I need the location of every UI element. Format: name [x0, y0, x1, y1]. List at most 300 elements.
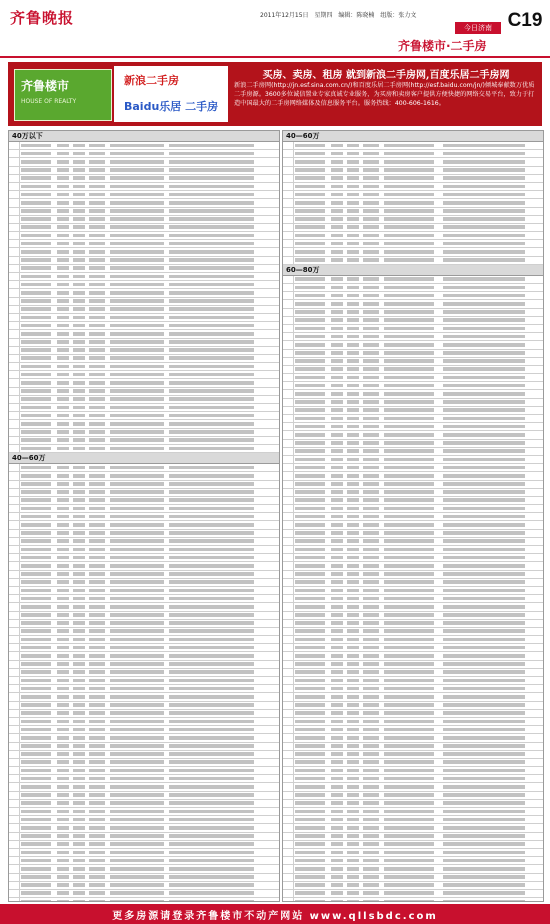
listing-cell — [89, 736, 105, 740]
listing-cell — [347, 359, 359, 363]
listing-cell — [73, 867, 85, 871]
listing-cell — [331, 351, 343, 355]
listing-cell — [57, 777, 69, 781]
listing-cell — [331, 859, 343, 863]
listing-cell — [169, 744, 254, 748]
listing-cell — [89, 490, 105, 494]
listing-cell — [347, 589, 359, 593]
listing-cell — [331, 343, 343, 347]
listing-cell — [169, 365, 254, 369]
listing-cell — [169, 711, 254, 715]
listing-cell — [295, 351, 325, 355]
listing-cell — [110, 324, 164, 328]
listing-cell — [57, 736, 69, 740]
listing-cell — [443, 234, 525, 238]
listing-cell — [21, 834, 51, 838]
listing-cell — [443, 392, 525, 396]
listing-cell — [110, 447, 164, 451]
listing-cell — [295, 867, 325, 871]
listing-cell — [169, 891, 254, 895]
listing-cell — [443, 777, 525, 781]
listing-row — [9, 865, 279, 873]
listing-cell — [110, 225, 164, 229]
listing-cell — [21, 801, 51, 805]
listing-cell — [57, 564, 69, 568]
listing-cell — [21, 769, 51, 773]
listing-cell — [169, 258, 254, 262]
listing-row — [9, 232, 279, 240]
listing-cell — [73, 785, 85, 789]
listing-cell — [110, 201, 164, 205]
listing-row — [283, 808, 543, 816]
listing-cell — [347, 834, 359, 838]
listing-cell — [110, 275, 164, 279]
listing-cell — [363, 318, 379, 322]
listing-cell — [331, 335, 343, 339]
listing-column-right — [282, 130, 544, 902]
listing-cell — [384, 515, 434, 519]
listing-cell — [169, 785, 254, 789]
listing-cell — [295, 515, 325, 519]
listing-cell — [347, 556, 359, 560]
listing-cell — [89, 564, 105, 568]
listing-cell — [110, 769, 164, 773]
listing-cell — [363, 449, 379, 453]
listing-cell — [295, 752, 325, 756]
listing-cell — [363, 646, 379, 650]
listing-cell — [384, 168, 434, 172]
listing-cell — [73, 348, 85, 352]
listing-row — [9, 824, 279, 832]
listing-cell — [73, 760, 85, 764]
listing-cell — [89, 752, 105, 756]
listing-cell — [347, 515, 359, 519]
listing-cell — [384, 302, 434, 306]
listing-cell — [331, 302, 343, 306]
listing-cell — [347, 662, 359, 666]
listing-row — [283, 374, 543, 382]
listing-cell — [331, 736, 343, 740]
city-tag: 今日济南 — [455, 22, 501, 34]
listing-cell — [110, 307, 164, 311]
listing-cell — [110, 744, 164, 748]
listing-cell — [73, 711, 85, 715]
listing-row — [9, 314, 279, 322]
listing-row — [9, 693, 279, 701]
listing-cell — [169, 490, 254, 494]
listing-row — [9, 530, 279, 538]
listing-cell — [347, 441, 359, 445]
listing-cell — [169, 720, 254, 724]
listing-row — [283, 743, 543, 751]
listing-cell — [347, 580, 359, 584]
listing-cell — [89, 859, 105, 863]
listing-cell — [331, 834, 343, 838]
listing-cell — [169, 291, 254, 295]
listing-cell — [110, 826, 164, 830]
listing-cell — [21, 193, 51, 197]
listing-row — [9, 371, 279, 379]
listing-cell — [110, 168, 164, 172]
listing-cell — [110, 662, 164, 666]
listing-cell — [347, 144, 359, 148]
listing-cell — [295, 900, 325, 902]
listing-cell — [110, 185, 164, 189]
listing-cell — [57, 406, 69, 410]
listing-cell — [363, 277, 379, 281]
listing-cell — [384, 367, 434, 371]
listing-row — [9, 330, 279, 338]
listing-cell — [89, 234, 105, 238]
listing-cell — [110, 720, 164, 724]
listing-cell — [89, 654, 105, 658]
listing-cell — [363, 679, 379, 683]
listing-cell — [384, 392, 434, 396]
listing-cell — [89, 365, 105, 369]
listing-row — [283, 644, 543, 652]
listing-row — [283, 407, 543, 415]
listing-cell — [73, 589, 85, 593]
listing-cell — [443, 384, 525, 388]
listing-cell — [110, 679, 164, 683]
listing-row — [9, 743, 279, 751]
listing-cell — [110, 422, 164, 426]
listing-cell — [110, 572, 164, 576]
listing-cell — [89, 613, 105, 617]
listing-row — [283, 833, 543, 841]
listing-cell — [57, 597, 69, 601]
listing-row — [9, 734, 279, 742]
listing-row — [9, 775, 279, 783]
listing-cell — [21, 225, 51, 229]
listing-cell — [89, 851, 105, 855]
listing-cell — [363, 589, 379, 593]
listing-row — [9, 816, 279, 824]
listing-cell — [295, 474, 325, 478]
listing-cell — [89, 185, 105, 189]
listing-cell — [89, 438, 105, 442]
listing-cell — [73, 365, 85, 369]
listing-cell — [363, 176, 379, 180]
listing-cell — [331, 720, 343, 724]
listing-cell — [347, 605, 359, 609]
listing-cell — [73, 250, 85, 254]
listing-cell — [331, 327, 343, 331]
listing-cell — [73, 515, 85, 519]
listing-cell — [295, 302, 325, 306]
listing-cell — [443, 400, 525, 404]
listing-cell — [89, 160, 105, 164]
listing-cell — [89, 580, 105, 584]
listing-cell — [363, 286, 379, 290]
listing-cell — [57, 621, 69, 625]
listing-row — [283, 341, 543, 349]
listing-cell — [21, 482, 51, 486]
listing-cell — [347, 400, 359, 404]
listing-cell — [331, 580, 343, 584]
listing-cell — [295, 242, 325, 246]
listing-cell — [363, 564, 379, 568]
listing-cell — [73, 422, 85, 426]
listing-cell — [21, 785, 51, 789]
listing-cell — [363, 168, 379, 172]
listing-cell — [331, 531, 343, 535]
listing-cell — [384, 711, 434, 715]
listing-cell — [110, 160, 164, 164]
listing-cell — [169, 900, 254, 902]
listing-cell — [384, 351, 434, 355]
listing-cell — [384, 859, 434, 863]
listing-cell — [363, 327, 379, 331]
listing-cell — [169, 654, 254, 658]
listing-cell — [331, 769, 343, 773]
listing-cell — [443, 654, 525, 658]
listing-cell — [295, 160, 325, 164]
listing-cell — [295, 679, 325, 683]
listing-cell — [110, 507, 164, 511]
listing-cell — [384, 638, 434, 642]
listing-cell — [384, 900, 434, 902]
listing-cell — [384, 654, 434, 658]
listing-cell — [363, 556, 379, 560]
listing-cell — [89, 466, 105, 470]
listing-row — [283, 751, 543, 759]
listing-cell — [169, 531, 254, 535]
listing-cell — [73, 316, 85, 320]
listing-cell — [21, 152, 51, 156]
listing-cell — [347, 201, 359, 205]
listing-cell — [295, 343, 325, 347]
listing-cell — [89, 414, 105, 418]
listing-row — [9, 636, 279, 644]
listing-cell — [295, 842, 325, 846]
listing-cell — [57, 662, 69, 666]
listing-cell — [295, 793, 325, 797]
listing-cell — [110, 891, 164, 895]
listing-cell — [89, 176, 105, 180]
listing-cell — [21, 654, 51, 658]
listing-cell — [21, 316, 51, 320]
listing-cell — [384, 834, 434, 838]
listing-row — [283, 620, 543, 628]
listing-row — [9, 388, 279, 396]
listing-row — [283, 734, 543, 742]
listing-cell — [89, 430, 105, 434]
listing-cell — [363, 597, 379, 601]
listing-cell — [169, 597, 254, 601]
listing-row — [283, 399, 543, 407]
listing-cell — [443, 507, 525, 511]
qilu-loushi-logo — [14, 69, 112, 121]
listing-cell — [21, 414, 51, 418]
listing-cell — [347, 687, 359, 691]
banner-body: 新浪二手房网(http://jn.esf.sina.com.cn/)和百度乐居二手房网(http://esf.baidu.com/jn/)倾城奉献数万优质二手房源。3600多位诚信置业专家真诚专业服务，为买房和卖房客户提供方便快捷的网络交易平台，致力于打造中国最大的二手房网络媒体及信息服务平台。服务热线：400-606-1616。 — [234, 82, 535, 107]
listing-cell — [331, 449, 343, 453]
listing-cell — [347, 458, 359, 462]
listing-row — [9, 273, 279, 281]
listing-cell — [73, 826, 85, 830]
listing-cell — [110, 397, 164, 401]
listing-cell — [295, 720, 325, 724]
listing-cell — [169, 687, 254, 691]
listing-cell — [57, 801, 69, 805]
listing-cell — [21, 728, 51, 732]
listing-cell — [363, 867, 379, 871]
listing-cell — [73, 621, 85, 625]
listing-cell — [347, 498, 359, 502]
listing-row — [283, 513, 543, 521]
listing-cell — [21, 777, 51, 781]
listing-cell — [363, 695, 379, 699]
listing-cell — [347, 752, 359, 756]
listing-cell — [443, 351, 525, 355]
listing-cell — [331, 900, 343, 902]
listing-row — [283, 669, 543, 677]
listing-cell — [331, 539, 343, 543]
listing-cell — [331, 793, 343, 797]
listing-cell — [295, 654, 325, 658]
listing-cell — [347, 875, 359, 879]
listing-rows — [9, 142, 279, 453]
listing-cell — [443, 613, 525, 617]
listing-cell — [384, 736, 434, 740]
listing-cell — [347, 638, 359, 642]
listing-cell — [384, 695, 434, 699]
listing-cell — [57, 703, 69, 707]
listing-cell — [384, 217, 434, 221]
listing-cell — [443, 867, 525, 871]
listing-cell — [363, 185, 379, 189]
listing-cell — [443, 359, 525, 363]
listing-cell — [331, 654, 343, 658]
listing-row — [283, 232, 543, 240]
listing-row — [9, 339, 279, 347]
listing-cell — [169, 201, 254, 205]
listing-row — [283, 292, 543, 300]
listing-cell — [57, 365, 69, 369]
listing-cell — [443, 367, 525, 371]
listing-row — [9, 538, 279, 546]
listing-cell — [57, 687, 69, 691]
listing-row — [9, 669, 279, 677]
listing-row — [283, 248, 543, 256]
listing-cell — [89, 597, 105, 601]
listing-cell — [89, 728, 105, 732]
listing-cell — [295, 572, 325, 576]
listing-cell — [384, 242, 434, 246]
listing-cell — [110, 539, 164, 543]
listing-cell — [331, 638, 343, 642]
listing-cell — [443, 531, 525, 535]
listing-cell — [73, 556, 85, 560]
listing-row — [9, 505, 279, 513]
listing-cell — [363, 160, 379, 164]
listing-cell — [110, 474, 164, 478]
listing-cell — [89, 507, 105, 511]
listing-cell — [73, 144, 85, 148]
listing-cell — [21, 299, 51, 303]
listing-cell — [384, 531, 434, 535]
listing-cell — [57, 474, 69, 478]
listing-cell — [57, 168, 69, 172]
listing-cell — [347, 818, 359, 822]
listing-cell — [57, 389, 69, 393]
listing-cell — [384, 225, 434, 229]
listing-cell — [110, 556, 164, 560]
listing-cell — [443, 327, 525, 331]
listing-cell — [331, 801, 343, 805]
listing-cell — [57, 859, 69, 863]
listing-cell — [347, 466, 359, 470]
listing-cell — [89, 250, 105, 254]
listing-cell — [384, 613, 434, 617]
price-section-header: 40万以下 — [9, 131, 279, 142]
listing-cell — [347, 217, 359, 221]
listing-row — [9, 849, 279, 857]
listing-cell — [169, 801, 254, 805]
listing-cell — [295, 417, 325, 421]
listing-cell — [443, 580, 525, 584]
listing-cell — [363, 810, 379, 814]
listing-cell — [295, 376, 325, 380]
listing-cell — [347, 294, 359, 298]
listing-cell — [347, 736, 359, 740]
listing-cell — [347, 160, 359, 164]
listing-cell — [331, 277, 343, 281]
listing-row — [9, 685, 279, 693]
listing-cell — [169, 209, 254, 213]
listing-cell — [347, 867, 359, 871]
listing-cell — [331, 851, 343, 855]
listing-cell — [21, 283, 51, 287]
listing-cell — [331, 392, 343, 396]
listing-cell — [57, 193, 69, 197]
listing-cell — [347, 523, 359, 527]
listing-cell — [110, 176, 164, 180]
listing-cell — [331, 152, 343, 156]
listing-cell — [169, 266, 254, 270]
listing-cell — [73, 744, 85, 748]
listing-cell — [363, 209, 379, 213]
listing-cell — [295, 670, 325, 674]
listing-cell — [110, 498, 164, 502]
listing-row — [9, 420, 279, 428]
listing-cell — [443, 201, 525, 205]
listing-cell — [73, 842, 85, 846]
listing-cell — [331, 160, 343, 164]
listing-cell — [73, 703, 85, 707]
listing-row — [283, 300, 543, 308]
listing-cell — [384, 891, 434, 895]
listing-cell — [89, 299, 105, 303]
listing-cell — [110, 621, 164, 625]
listing-cell — [331, 629, 343, 633]
listing-cell — [169, 793, 254, 797]
listing-cell — [443, 629, 525, 633]
listing-cell — [295, 441, 325, 445]
listing-row — [283, 800, 543, 808]
price-section-header: 40—60万 — [9, 453, 279, 464]
listing-cell — [295, 564, 325, 568]
listing-cell — [295, 736, 325, 740]
listing-cell — [347, 176, 359, 180]
listing-cell — [443, 185, 525, 189]
listing-cell — [347, 695, 359, 699]
listing-cell — [57, 422, 69, 426]
listing-cell — [110, 234, 164, 238]
listing-cell — [331, 474, 343, 478]
listing-cell — [73, 397, 85, 401]
